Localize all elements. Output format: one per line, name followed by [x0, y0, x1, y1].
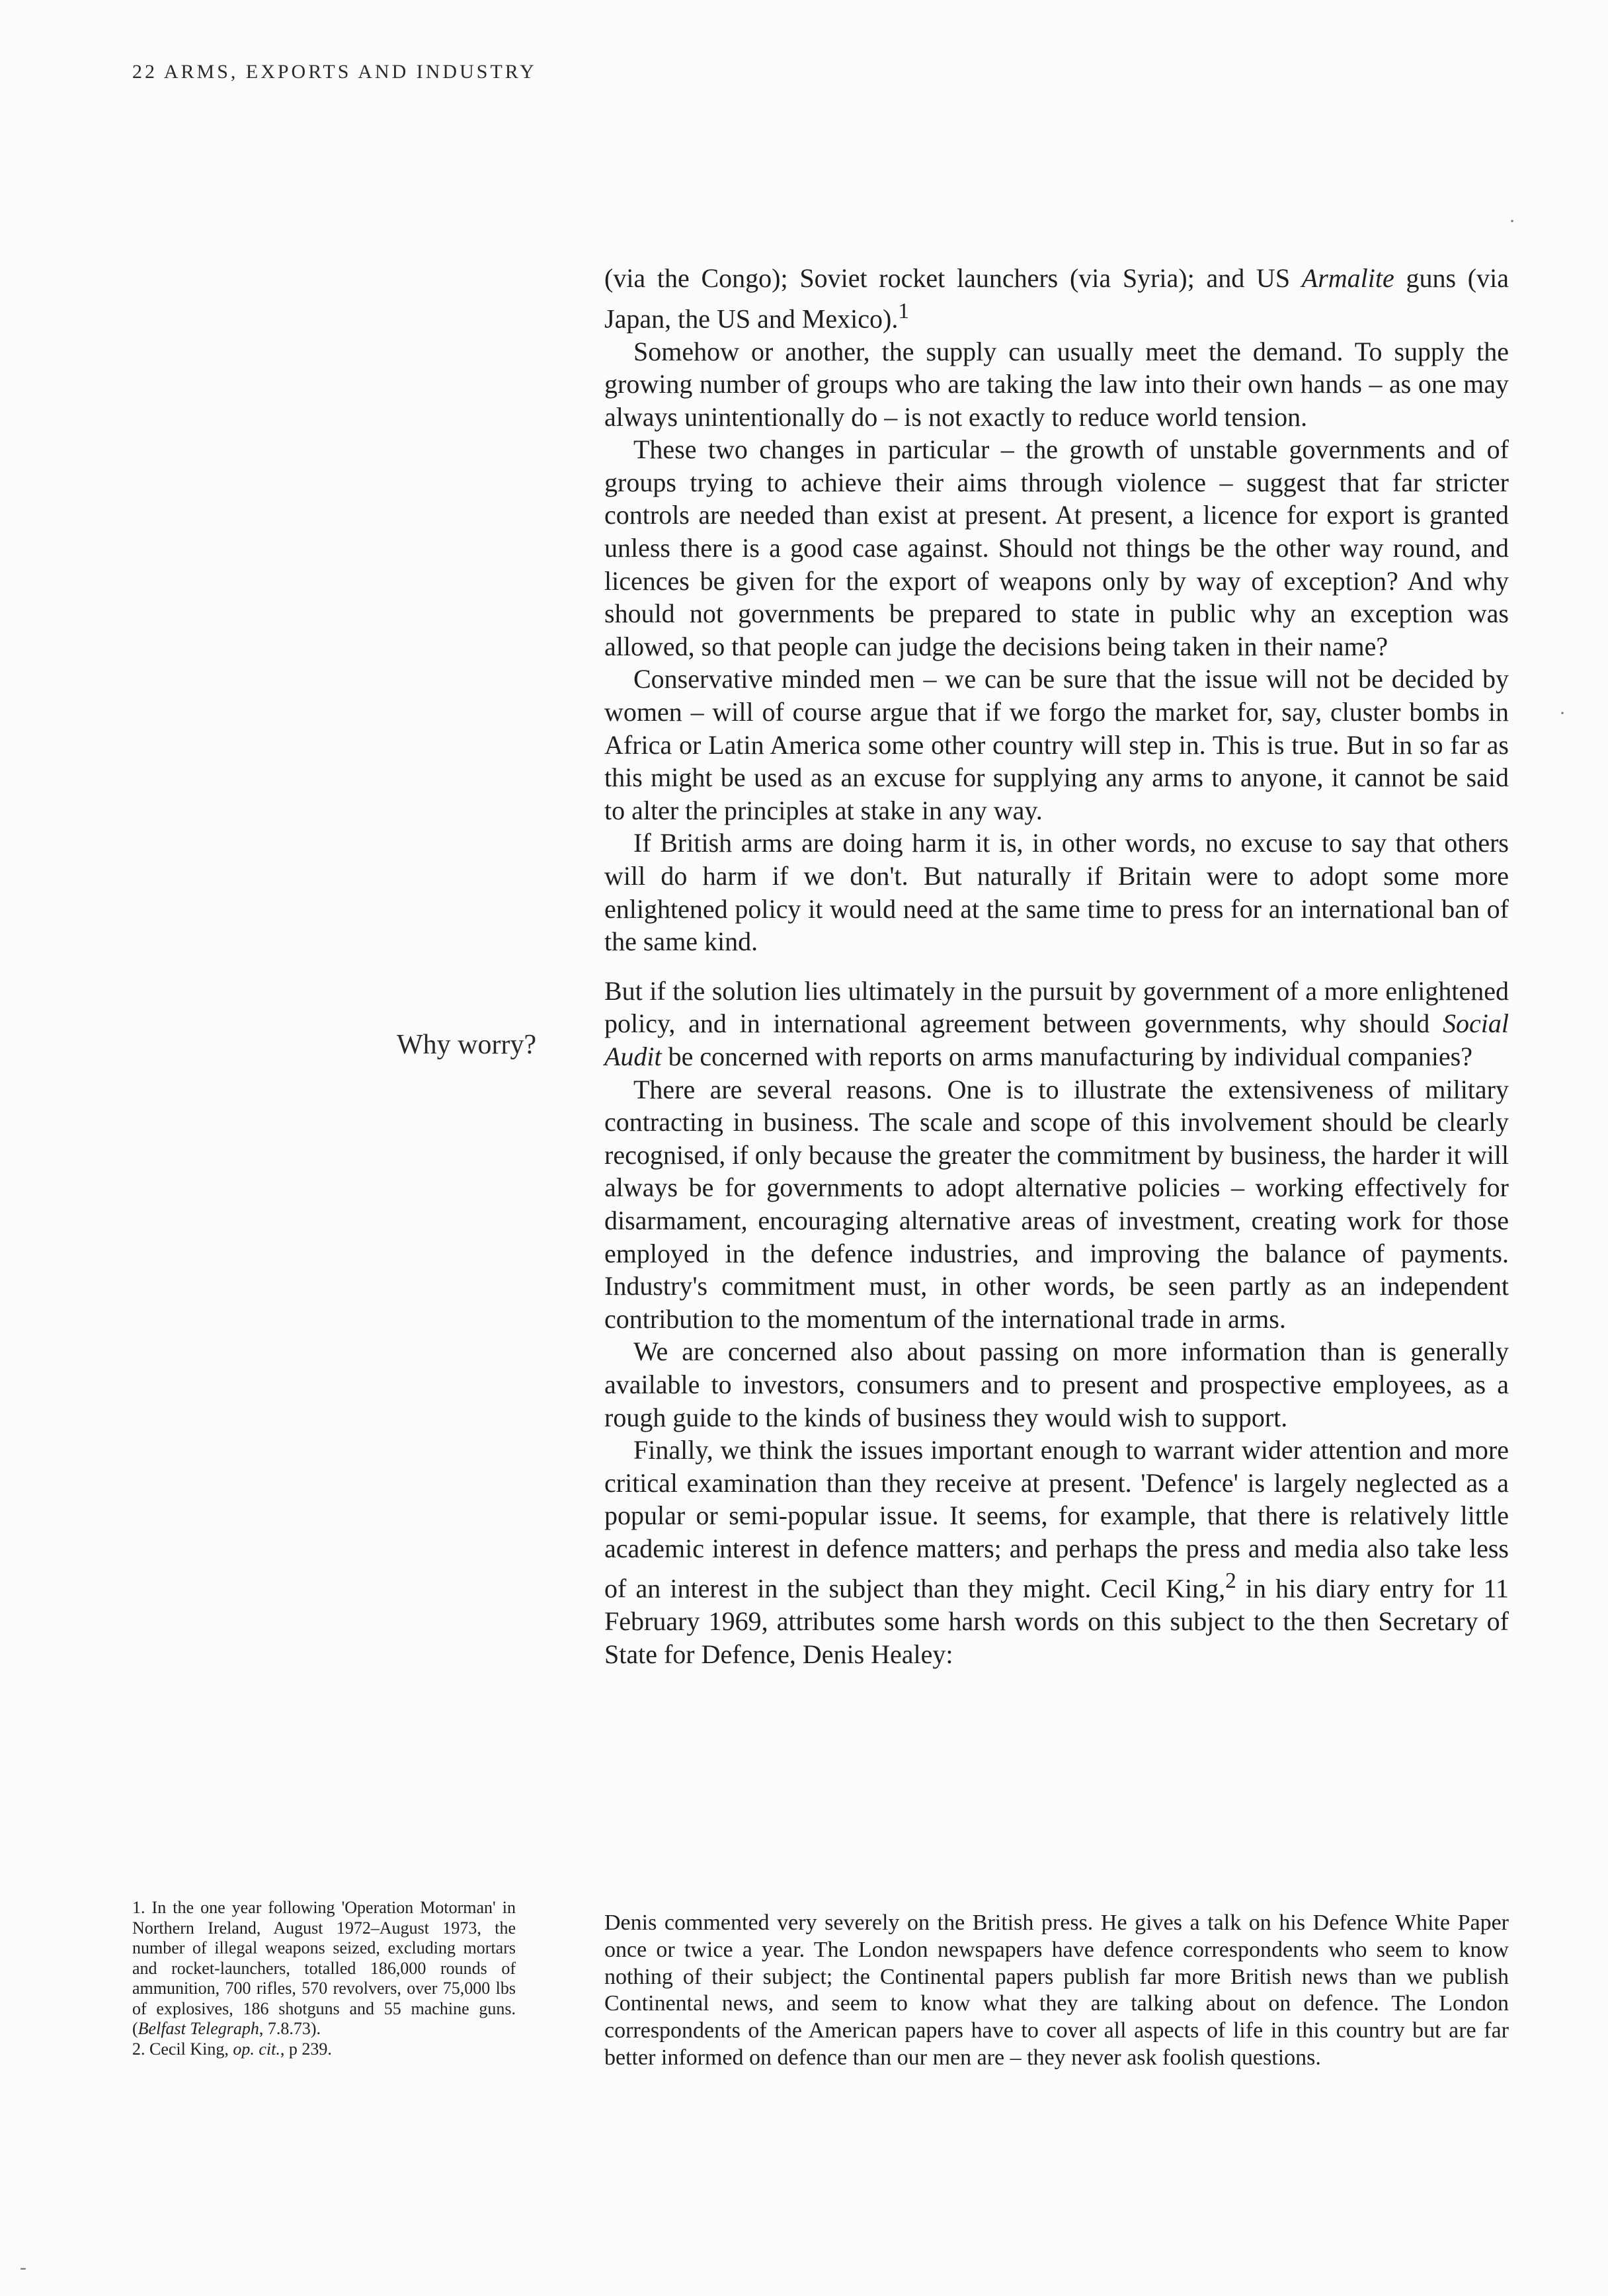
- footnote-2: [132, 2039, 516, 2060]
- paragraph-4: Conservative minded men – we can be sure that the issue will not be decided by women – will of course argue that if we forgo the market for, say, cluster bombs in Africa or Latin America some other country will step in. This is true. But in so far as this might be used as an excuse for supplying any arms to anyone, it cannot be said to alter the principles at stake in any way.: [604, 664, 1509, 825]
- paragraph-9: [604, 1434, 1509, 1670]
- p9-tail: in his diary entry for 11 February 1969, attributes some harsh words on this subject to the then Secretary of State for Defence, Denis Healey:: [604, 1573, 1509, 1669]
- fn2-tail: , p 239.: [280, 2039, 332, 2059]
- p1-tail: guns (via Japan, the US and Mexico).: [604, 263, 1509, 333]
- p1-text: (via the Congo); Soviet rocket launchers (via Syria); and US: [604, 263, 1302, 293]
- paragraph-8: We are concerned also about passing on more information than is generally available to investors, consumers and to present and prospective employees, as a rough guide to the kinds of business they would wish to support.: [604, 1336, 1509, 1432]
- p9-head: Finally, we think the issues important enough to warrant wider attention and more critical examination than they receive at present. 'Defence' is largely neglected as a popular or semi-popular issue. It seems, for example, that there is relatively little academic interest in defence matters; and perhaps the press and media also take less of an interest in the subject than they might. Cecil King,: [604, 1435, 1509, 1604]
- fn2-head: 2. Cecil King,: [132, 2039, 233, 2059]
- scan-speck: ·: [1559, 702, 1566, 724]
- paragraph-6: [604, 975, 1509, 1073]
- footnote-1: [132, 1898, 516, 2039]
- paragraph-3: These two changes in particular – the growth of unstable governments and of groups trying to achieve their aims through violence – suggest that far stricter controls are needed than exist at present. At present, a licence for export is granted unless there is a good case against. Should not things be the other way round, and licences be given for the export of weapons only by way of exception? And why should not governments be prepared to state in public why an exception was allowed, so that people can judge the decisions being taken in their name?: [604, 434, 1509, 661]
- scan-speck: ·: [1509, 210, 1515, 232]
- block-quote: Denis commented very severely on the British press. He gives a talk on his Defence White Paper once or twice a year. The London newspapers have defence correspondents who seem to know nothing of their subject; the Continental papers publish far more British news than we publish Continental news, and seem to know what they are talking about on defence. The London correspondents of the American papers have to cover all aspects of life in this country but are far better informed on defence than our men are – they never ask foolish questions.: [604, 1910, 1509, 2070]
- p6-tail: be concerned with reports on arms manufacturing by individual companies?: [661, 1041, 1472, 1071]
- footnote-ref-2: 2: [1225, 1569, 1236, 1594]
- paragraph-1: [604, 262, 1509, 335]
- scan-speck: -: [20, 2256, 26, 2278]
- social-audit-italic: Social Audit: [604, 1008, 1509, 1071]
- fn2-italic: op. cit.: [233, 2039, 280, 2059]
- p6-head: But if the solution lies ultimately in the pursuit by government of a more enlightened policy, and in international agreement between governments, why should: [604, 975, 1509, 1039]
- main-text-column: [604, 262, 1509, 1671]
- fn1-tail: , 7.8.73).: [259, 2019, 321, 2038]
- footnote-ref-1: 1: [898, 298, 910, 323]
- footnotes: [132, 1898, 516, 2059]
- paragraph-5: If British arms are doing harm it is, in other words, no excuse to say that others will do harm if we don't. But naturally if Britain were to adopt some more enlightened policy it would need at the same time to press for an international ban of the same kind.: [604, 828, 1509, 957]
- armalite-italic: Armalite: [1301, 263, 1394, 293]
- paragraph-7: There are several reasons. One is to illustrate the extensiveness of military contracting in business. The scale and scope of this involvement should be clearly recognised, if only because the greater the commitment by business, the harder it will always be for governments to adopt alternative policies – working effectively for disarmament, encouraging alternative areas of investment, creating work for those employed in the defence industries, and improving the balance of payments. Industry's commitment must, in other words, be seen partly as an independent contribution to the momentum of the international trade in arms.: [604, 1074, 1509, 1334]
- fn1-head: 1. In the one year following 'Operation Motorman' in Northern Ireland, August 1972–August 1973, the number of illegal weapons seized, excluding mortars and rocket-launchers, totalled 186,000 rounds of ammunition, 700 rifles, 570 revolvers, over 75,000 lbs of explosives, 186 shotguns and 55 machine guns. (: [132, 1898, 516, 2038]
- paragraph-2: Somehow or another, the supply can usually meet the demand. To supply the growing number of groups who are taking the law into their own hands – as one may always unintentionally do – is not exactly to reduce world tension.: [604, 336, 1509, 432]
- section-heading: Why worry?: [397, 1030, 537, 1060]
- fn1-source-italic: Belfast Telegraph: [138, 2019, 259, 2038]
- running-head: 22 ARMS, EXPORTS AND INDUSTRY: [132, 61, 537, 83]
